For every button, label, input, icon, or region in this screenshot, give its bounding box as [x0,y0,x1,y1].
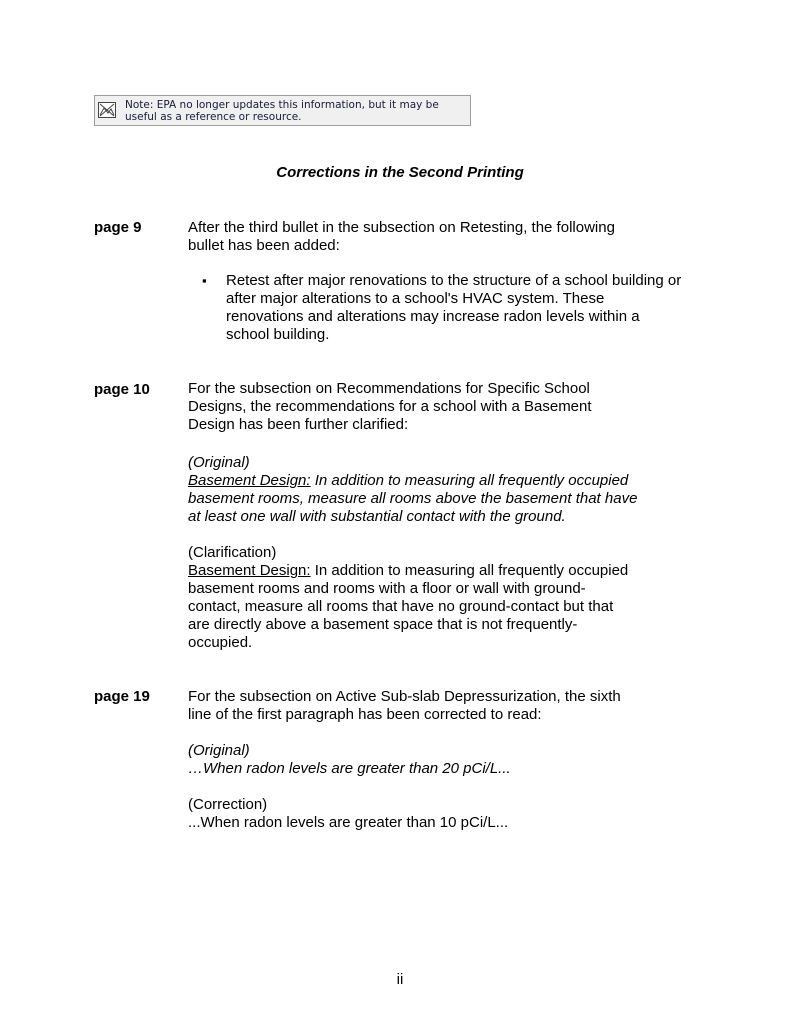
clarification-block-page-10: (Clarification) Basement Design: In addition to measuring all frequently occupied basement rooms and rooms with a floor or wall with ground- contact, measure all rooms that have no ground-contact but that are directly above a basement space that is not frequently- occupied. [188,544,629,651]
basement-design-term: Basement Design: [188,562,311,579]
bullet-text: Retest after major renovations to the structure of a school building or after major alterations to a school's HVAC system. These renovations and alterations may increase radon levels within a school building. [226,272,682,343]
section-label-page-9: page 9 [94,219,142,236]
section-intro-page-9: After the third bullet in the subsection on Retesting, the following bullet has been added: [188,219,615,254]
original-block-page-10: (Original) Basement Design: In addition to measuring all frequently occupied basement rooms, measure all rooms above the basement that have at least one wall with substantial contact with the ground. [188,454,638,525]
original-block-page-19: (Original) …When radon levels are greater than 20 pCi/L... [188,742,511,777]
section-intro-page-19: For the subsection on Active Sub-slab Depressurization, the sixth line of the first paragraph has been corrected to read: [188,688,621,723]
section-intro-page-10: For the subsection on Recommendations for Specific School Designs, the recommendations for a school with a Basement Design has been further clarified: [188,380,592,433]
section-label-page-19: page 19 [94,688,150,705]
correction-block-page-19: (Correction) ...When radon levels are greater than 10 pCi/L... [188,796,509,831]
broken-image-icon [98,102,116,118]
page-title: Corrections in the Second Printing [276,164,524,181]
bullet-icon: ▪ [202,273,207,288]
archive-note [94,95,471,126]
page-number: ii [396,971,404,988]
section-label-page-10: page 10 [94,381,150,398]
basement-design-term: Basement Design: [188,472,311,489]
note-text: Note: EPA no longer updates this information, but it may be useful as a reference or resource. [125,99,439,123]
